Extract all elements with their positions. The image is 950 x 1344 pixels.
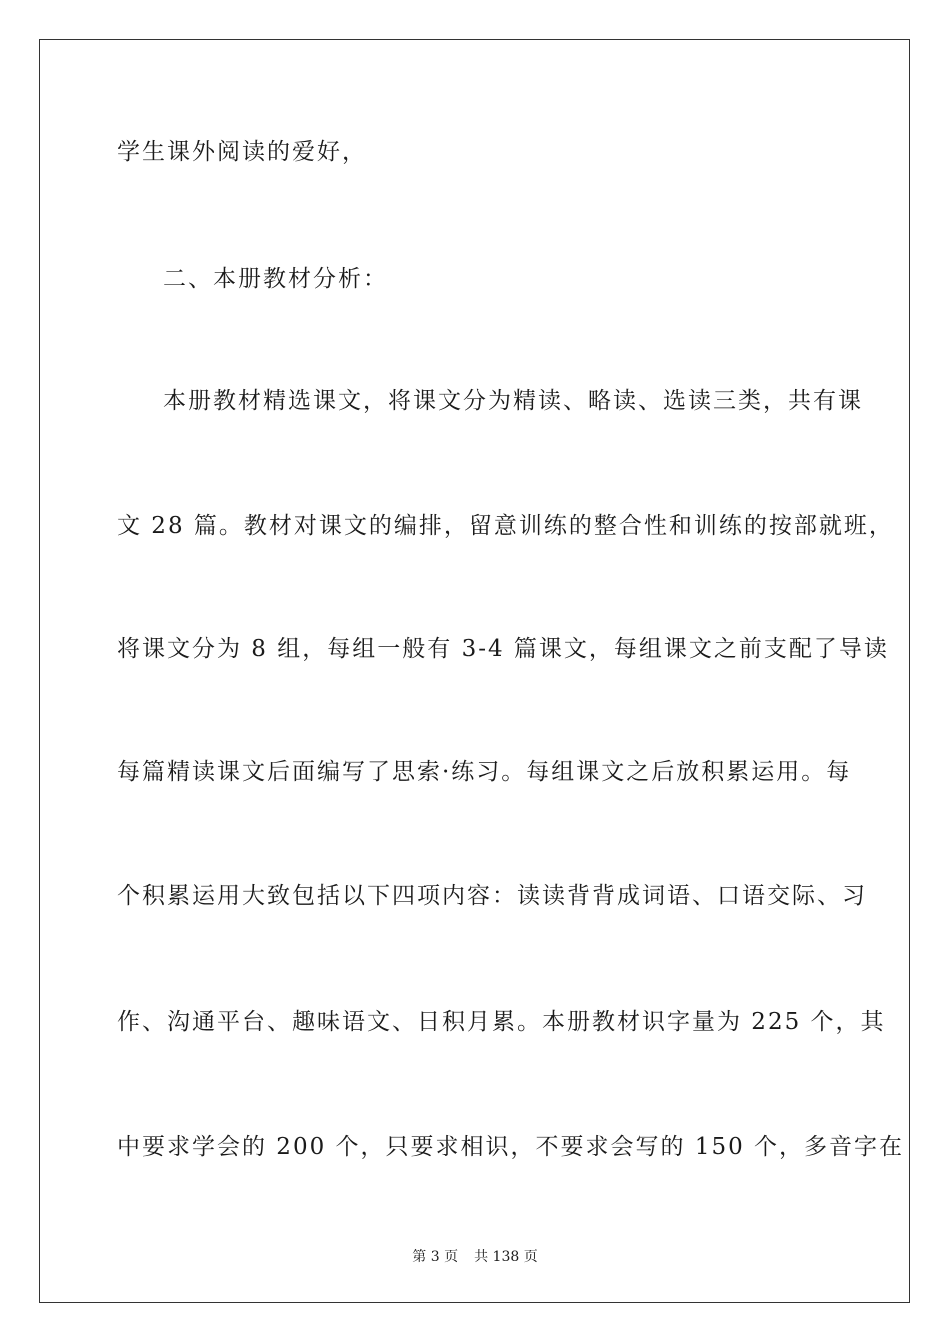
body-line-3: 文 28 篇。教材对课文的编排，留意训练的整合性和训练的按部就班， xyxy=(117,513,894,539)
body-line-7: 作、沟通平台、趣味语文、日积月累。本册教材识字量为 225 个，其 xyxy=(117,1009,886,1035)
body-line-6: 个积累运用大致包括以下四项内容：读读背背成词语、口语交际、习 xyxy=(117,883,867,909)
body-line-4: 将课文分为 8 组，每组一般有 3-4 篇课文，每组课文之前支配了导读 xyxy=(117,636,889,662)
page-footer xyxy=(0,1247,950,1267)
total-pages: 共 138 页 xyxy=(474,1249,538,1265)
body-line-5: 每篇精读课文后面编写了思索·练习。每组课文之后放积累运用。每 xyxy=(117,759,852,785)
page-frame xyxy=(39,39,910,1303)
body-line-8: 中要求学会的 200 个，只要求相识，不要求会写的 150 个，多音字在 xyxy=(117,1134,905,1160)
body-line-1: 学生课外阅读的爱好， xyxy=(117,139,367,165)
section-heading: 二、本册教材分析： xyxy=(163,266,388,292)
body-line-2: 本册教材精选课文，将课文分为精读、略读、选读三类，共有课 xyxy=(163,388,863,414)
page-number: 第 3 页 xyxy=(412,1249,459,1265)
